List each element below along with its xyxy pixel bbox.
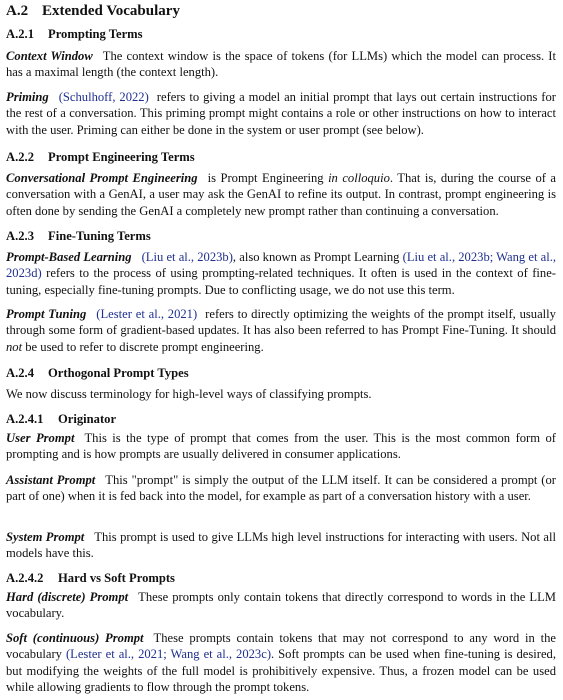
subsection-heading-orthogonal-prompt-types: A.2.4 Orthogonal Prompt Types [6, 366, 189, 380]
term-priming: Priming [6, 90, 49, 104]
citation-link[interactable]: (Lester et al., 2021) [96, 307, 198, 321]
term-assistant-prompt: Assistant Prompt [6, 473, 96, 487]
term-soft-prompt: Soft (continuous) Prompt [6, 631, 144, 645]
paragraph-orthogonal-intro: We now discuss terminology for high-level ways of classifying prompts. [6, 387, 372, 401]
subsection-heading-prompt-engineering-terms: A.2.2 Prompt Engineering Terms [6, 150, 195, 164]
term-hard-prompt: Hard (discrete) Prompt [6, 590, 129, 604]
citation-link[interactable]: (Schulhoff, 2022) [58, 90, 149, 104]
paragraph-context-window: Context Window The context window is the space of tokens (for LLMs) which the model can process. It has a maximal length (the context length). [6, 49, 556, 80]
subsection-heading-prompting-terms: A.2.1 Prompting Terms [6, 27, 143, 41]
paragraph-user-prompt: User Prompt This is the type of prompt that comes from the user. This is the most common form of prompting and is how prompts are usually delivered in consumer applications. [6, 431, 557, 462]
term-context-window: Context Window [6, 49, 93, 63]
subsection-heading-fine-tuning-terms: A.2.3 Fine-Tuning Terms [6, 229, 151, 243]
term-prompt-tuning: Prompt Tuning [6, 307, 87, 321]
section-title: Extended Vocabulary [42, 3, 180, 19]
section-heading [6, 2, 556, 20]
term-user-prompt: User Prompt [6, 431, 75, 445]
citation-link[interactable]: (Lester et al., 2021; Wang et al., 2023c) [65, 647, 272, 662]
paragraph-system-prompt: System Prompt This prompt is used to give LLMs high level instructions for interacting with users. Not all models have this. [6, 530, 556, 561]
paragraph-soft-prompt: Soft (continuous) Prompt These prompts contain tokens that may not correspond to any word in the vocabulary (Lester et al., 2021; Wang et al., 2023c). Soft prompts can be used when fine-tuning is desired, but modifying the weights of the full model is prohibitively expensive. Thus, a frozen model can be used while allowing gradients to flow through the prompt tokens. [6, 631, 557, 695]
subsubsection-heading-hard-vs-soft: A.2.4.2 Hard vs Soft Prompts [6, 571, 175, 585]
citation-link[interactable]: (Liu et al., 2023b) [141, 250, 233, 264]
paragraph-priming: Priming (Schulhoff, 2022) refers to giving a model an initial prompt that lays out certain instructions for the rest of a conversation. This priming prompt might contains a role or other instructions on how to interact with the user. Priming can either be done in the system or user prompt (see below). [6, 90, 556, 137]
term-conversational-prompt-engineering: Conversational Prompt Engineering [6, 171, 198, 185]
term-system-prompt: System Prompt [6, 530, 85, 544]
paragraph-prompt-based-learning: Prompt-Based Learning (Liu et al., 2023b), also known as Prompt Learning (Liu et al., 2023b; Wang et al., 2023d) refers to the process of using prompting-related techniques. It often is used in the context of fine-tuning, especially fine-tuning prompts. Due to conflicting usage, we do not use this term. [6, 250, 557, 297]
term-prompt-based-learning: Prompt-Based Learning [6, 250, 132, 264]
citation-link[interactable]: (Liu et al., 2023b; Wang et al., 2023d) [6, 250, 557, 281]
paragraph-hard-prompt: Hard (discrete) Prompt These prompts only contain tokens that directly correspond to words in the LLM vocabulary. [6, 590, 556, 621]
paragraph-conversational-prompt-engineering: Conversational Prompt Engineering is Prompt Engineering in colloquio. That is, during the course of a conversation with a GenAI, a user may ask the GenAI to refine its output. In contrast, prompt engineering is often done by sending the GenAI a completely new prompt rather than continuing a conversation. [6, 171, 556, 218]
section-number: A.2 [6, 3, 29, 19]
paragraph-assistant-prompt: Assistant Prompt This "prompt" is simply the output of the LLM itself. It can be considered a prompt (or part of one) when it is fed back into the model, for example as part of a conversation history with a user. [6, 473, 556, 504]
paragraph-prompt-tuning: Prompt Tuning (Lester et al., 2021) refers to directly optimizing the weights of the prompt itself, usually through some form of gradient-based updates. It has also been referred to has Prompt Fine-Tuning. It should not be used to refer to discrete prompt engineering. [6, 307, 556, 354]
subsubsection-heading-originator: A.2.4.1 Originator [6, 412, 117, 426]
